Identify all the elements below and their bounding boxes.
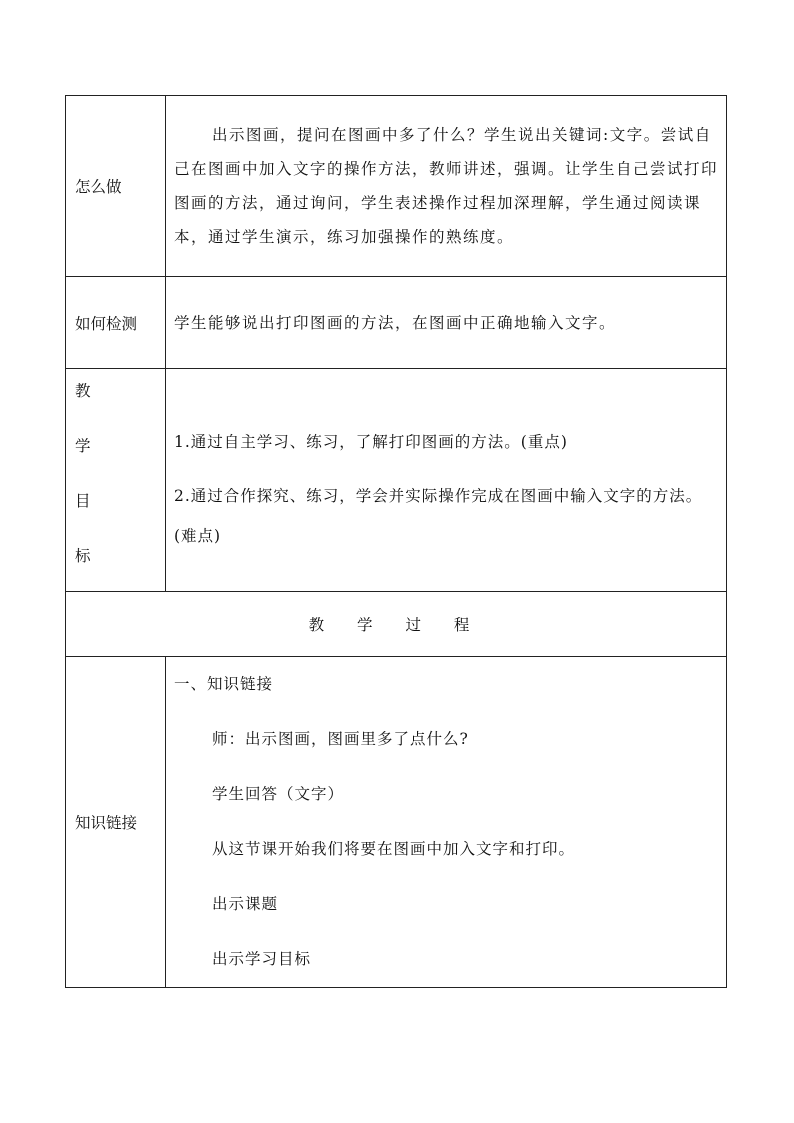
knowledge-line: 学生回答（文字） [212,785,345,803]
row-teaching-process [66,592,727,657]
knowledge-line: 从这节课开始我们将要在图画中加入文字和打印。 [212,840,576,858]
goal-item: 1.通过自主学习、练习，了解打印图画的方法。(重点) [174,433,568,451]
knowledge-heading: 一、知识链接 [174,675,274,693]
lesson-plan-table [65,95,727,988]
label-char: 标 [75,547,91,565]
teaching-process-title: 教 学 过 程 [66,592,727,657]
goal-item: 2.通过合作探究、练习，学会并实际操作完成在图画中输入文字的方法。(难点) [174,487,703,545]
label-how-to-do: 怎么做 [66,96,166,277]
label-char: 学 [75,437,91,455]
row-how-to-do [66,96,727,277]
knowledge-line: 师：出示图画，图画里多了点什么? [212,730,469,748]
row-teaching-goals [66,369,727,592]
row-how-to-check [66,277,727,369]
how-to-check-text: 学生能够说出打印图画的方法，在图画中正确地输入文字。 [174,313,617,332]
label-knowledge-link: 知识链接 [66,657,166,988]
label-how-to-check: 如何检测 [66,277,166,369]
label-teaching-goals [66,369,166,592]
knowledge-line: 出示课题 [212,895,279,913]
row-knowledge-link [66,657,727,988]
label-char: 教 [75,382,91,400]
label-char: 目 [75,492,91,510]
how-to-do-text: 出示图画，提问在图画中多了什么？学生说出关键词:文字。尝试自己在图画中加入文字的操作方法，教师讲述，强调。让学生自己尝试打印图画的方法，通过询问，学生表述操作过程加深理解，学生通过阅读课本，通过学生演示，练习加强操作的熟练度。 [174,126,719,246]
knowledge-line: 出示学习目标 [212,950,312,968]
